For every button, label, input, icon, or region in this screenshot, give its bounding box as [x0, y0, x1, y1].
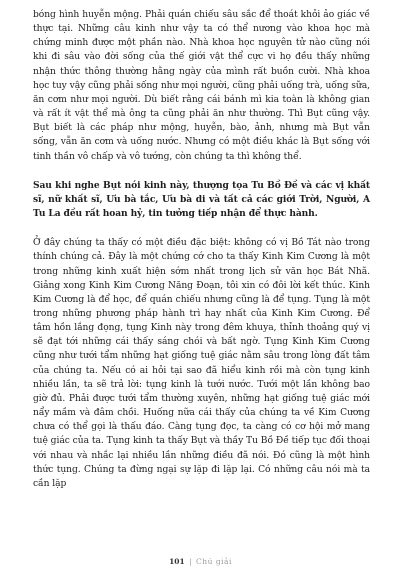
page-number: 101	[169, 557, 185, 566]
body-text	[33, 8, 370, 491]
paragraph-commentary-end: bóng hình huyễn mộng. Phải quán chiếu sâu sắc để thoát khỏi ảo giác về thực tại. Những câu kinh như vậy ta có thể nương vào khoa học mà chứng minh được một phần nào. Nhà khoa học nguyên tử nào cũng nói khi đi sâu vào đời sống của thế giới vật thể cực vi họ đều thấy những nhận thức thông thường hằng ngày của mình rất buồn cười. Nhà khoa học tuy vậy cũng phải sống như mọi người, cũng phải uống trà, uống sữa, ăn cơm như mọi người. Dù biết rằng cái bánh mì kia toàn là không gian và rất ít vật thể mà ông ta cũng phải ăn như thường. Thì Bụt cũng vậy. Bụt biết là các pháp như mộng, huyễn, bào, ảnh, nhưng mà Bụt vẫn sống, vẫn ăn cơm và uống nước. Nhưng có một điều khác là Bụt sống với tinh thần vô chấp và vô tướng, còn chúng ta thì không thể.	[33, 10, 370, 162]
running-title: Chú giải	[196, 557, 232, 566]
page-footer	[0, 557, 401, 567]
footer-separator: |	[189, 557, 192, 566]
paragraph-final-commentary: Ở đây chúng ta thấy có một điều đặc biệt: không có vị Bồ Tát nào trong thính chúng cả. Đây là một chứng cớ cho ta thấy Kinh Kim Cương là một trong những kinh xuất hiện sớm nhất trong lịch sử văn học Bát Nhã. Giảng xong Kinh Kim Cương Năng Đoạn, tôi xin có đôi lời kết thúc. Kinh Kim Cương là để học, để quán chiếu nhưng cũng là để tụng. Tụng là một trong những phương pháp hành trì hay nhất của Kinh Kim Cương. Để tâm hồn lắng đọng, tụng Kinh này trong đêm khuya, thỉnh thoảng quý vị sẽ đạt tới những cái thấy sáng chói và bất ngờ. Tụng Kinh Kim Cương cũng như tưới tẩm những hạt giống tuệ giác nằm sâu trong lòng đất tâm của chúng ta. Nếu có ai hỏi tại sao đã hiểu kinh rồi mà còn tụng kinh nhiều lần, ta sẽ trả lời: tụng kinh là tưới nước. Tưới một lần không bao giờ đủ. Phải được tưới tẩm thường xuyên, những hạt giống tuệ giác mới nẩy mầm và đâm chồi. Huống nữa cái thấy của chúng ta về Kim Cương chưa có thể gọi là thấu đáo. Càng tụng đọc, ta càng có cơ hội mở mang tuệ giác của ta. Tụng kinh ta thấy Bụt và thầy Tu Bồ Đề tiếp tục đối thoại với nhau và nhắc lại nhiều lần những điều đã nói. Đó cũng là một hình thức tụng. Chúng ta đừng ngại sự lặp đi lặp lại. Có những câu nói mà ta cần lặp	[33, 238, 370, 489]
paragraph-sutra-closing: Sau khi nghe Bụt nói kinh này, thượng tọa Tu Bồ Đề và các vị khất sĩ, nữ khất sĩ, Ưu bà tắc, Ưu bà di và tất cả các giới Trời, Người, A Tu La đều rất hoan hỷ, tin tưởng tiếp nhận để thực hành.	[33, 179, 370, 220]
